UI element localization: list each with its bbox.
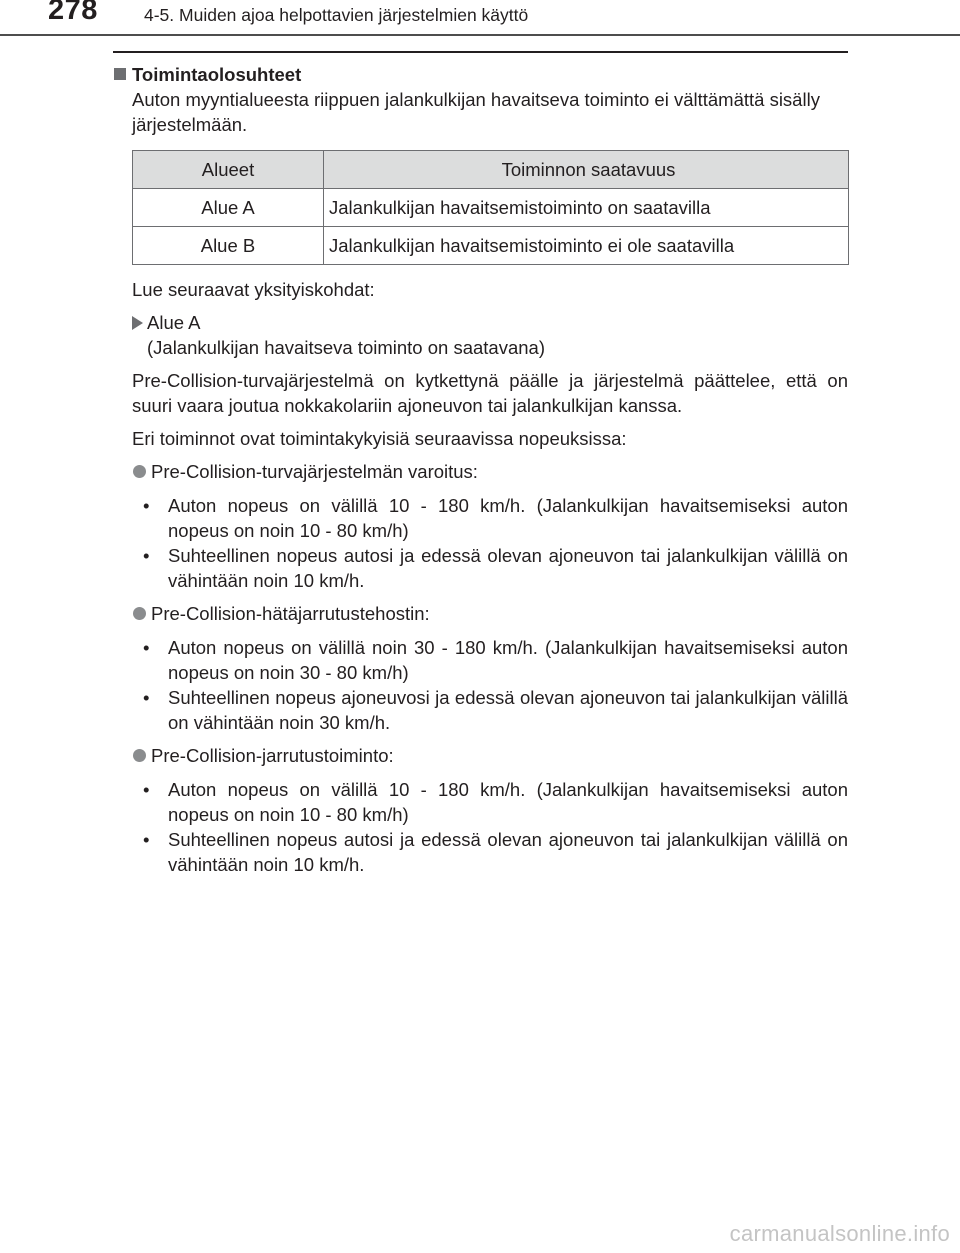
- bullet-list: [113, 635, 848, 735]
- region-a-title: Alue A: [147, 312, 201, 333]
- region-a-subtitle: (Jalankulkijan havaitseva toiminto on saatavana): [147, 337, 545, 358]
- table-row: [133, 189, 849, 227]
- list-item: • Suhteellinen nopeus autosi ja edessä olevan ajoneuvon tai jalankulkijan välillä on vähintään noin 10 km/h.: [143, 545, 848, 591]
- paragraph: Eri toiminnot ovat toimintakykyisiä seuraavissa nopeuksissa:: [132, 428, 627, 449]
- list-item-text: Auton nopeus on välillä 10 - 180 km/h. (Jalankulkijan havaitsemiseksi auton nopeus on noin 10 - 80 km/h): [168, 779, 848, 825]
- circle-bullet-icon: [133, 749, 146, 762]
- table-row: [133, 227, 849, 265]
- watermark-logo: carmanualsonline.info: [729, 1221, 950, 1246]
- list-item: • Suhteellinen nopeus autosi ja edessä olevan ajoneuvon tai jalankulkijan välillä on vähintään noin 10 km/h.: [143, 829, 848, 875]
- table-cell: Alue B: [133, 227, 324, 265]
- function-title: Pre-Collision-hätäjarrutustehostin:: [151, 603, 430, 624]
- list-item-text: Suhteellinen nopeus autosi ja edessä olevan ajoneuvon tai jalankulkijan välillä on vähintään noin 10 km/h.: [168, 829, 848, 875]
- table-header: Alueet: [133, 151, 324, 189]
- list-item: • Suhteellinen nopeus ajoneuvosi ja edessä olevan ajoneuvon tai jalankulkijan välillä on vähintään noin 30 km/h.: [143, 687, 848, 733]
- paragraph: Pre-Collision-turvajärjestelmä on kytkettynä päälle ja järjestelmä päättelee, että on suuri vaara joutua nokkakolariin ajoneuvon tai jalankulkijan kanssa.: [132, 370, 848, 416]
- section-divider: [113, 51, 848, 53]
- table-cell: Alue A: [133, 189, 324, 227]
- page-number: 278: [48, 0, 98, 26]
- read-following-text: Lue seuraavat yksityiskohdat:: [132, 279, 375, 300]
- bullet-list: [113, 777, 848, 877]
- list-item: • Auton nopeus on välillä noin 30 - 180 km/h. (Jalankulkijan havaitsemiseksi auton nopeus on noin 30 - 80 km/h): [143, 637, 848, 683]
- function-heading: [113, 743, 848, 768]
- table-header-row: [133, 151, 849, 189]
- section-title: Toimintaolosuhteet: [132, 64, 302, 85]
- square-bullet-icon: [114, 68, 126, 80]
- function-title: Pre-Collision-turvajärjestelmän varoitus:: [151, 461, 478, 482]
- section-intro: Auton myyntialueesta riippuen jalankulkijan havaitseva toiminto ei välttämättä sisälly järjestelmään.: [132, 89, 820, 135]
- function-title: Pre-Collision-jarrutustoiminto:: [151, 745, 394, 766]
- list-item: • Auton nopeus on välillä 10 - 180 km/h. (Jalankulkijan havaitsemiseksi auton nopeus on noin 10 - 80 km/h): [143, 779, 848, 825]
- page-header: [0, 0, 960, 40]
- section-heading: [113, 62, 848, 87]
- header-divider: [0, 34, 960, 36]
- list-item-text: Auton nopeus on välillä noin 30 - 180 km/h. (Jalankulkijan havaitsemiseksi auton nopeus on noin 30 - 80 km/h): [168, 637, 848, 683]
- table-cell: Jalankulkijan havaitsemistoiminto on saatavilla: [324, 189, 849, 227]
- table-cell: Jalankulkijan havaitsemistoiminto ei ole saatavilla: [324, 227, 849, 265]
- list-item-text: Suhteellinen nopeus autosi ja edessä olevan ajoneuvon tai jalankulkijan välillä on vähintään noin 10 km/h.: [168, 545, 848, 591]
- bullet-list: [113, 493, 848, 593]
- list-item: • Auton nopeus on välillä 10 - 180 km/h. (Jalankulkijan havaitsemiseksi auton nopeus on noin 10 - 80 km/h): [143, 495, 848, 541]
- table-header: Toiminnon saatavuus: [324, 151, 849, 189]
- chapter-title: 4-5. Muiden ajoa helpottavien järjestelmien käyttö: [144, 5, 529, 25]
- function-heading: [113, 459, 848, 484]
- circle-bullet-icon: [133, 607, 146, 620]
- page-content: [113, 62, 848, 877]
- triangle-arrow-icon: [132, 316, 143, 330]
- region-table: [132, 150, 849, 265]
- function-heading: [113, 601, 848, 626]
- list-item-text: Suhteellinen nopeus ajoneuvosi ja edessä olevan ajoneuvon tai jalankulkijan välillä on vähintään noin 30 km/h.: [168, 687, 848, 733]
- circle-bullet-icon: [133, 465, 146, 478]
- list-item-text: Auton nopeus on välillä 10 - 180 km/h. (Jalankulkijan havaitsemiseksi auton nopeus on noin 10 - 80 km/h): [168, 495, 848, 541]
- region-a-heading: [113, 310, 848, 360]
